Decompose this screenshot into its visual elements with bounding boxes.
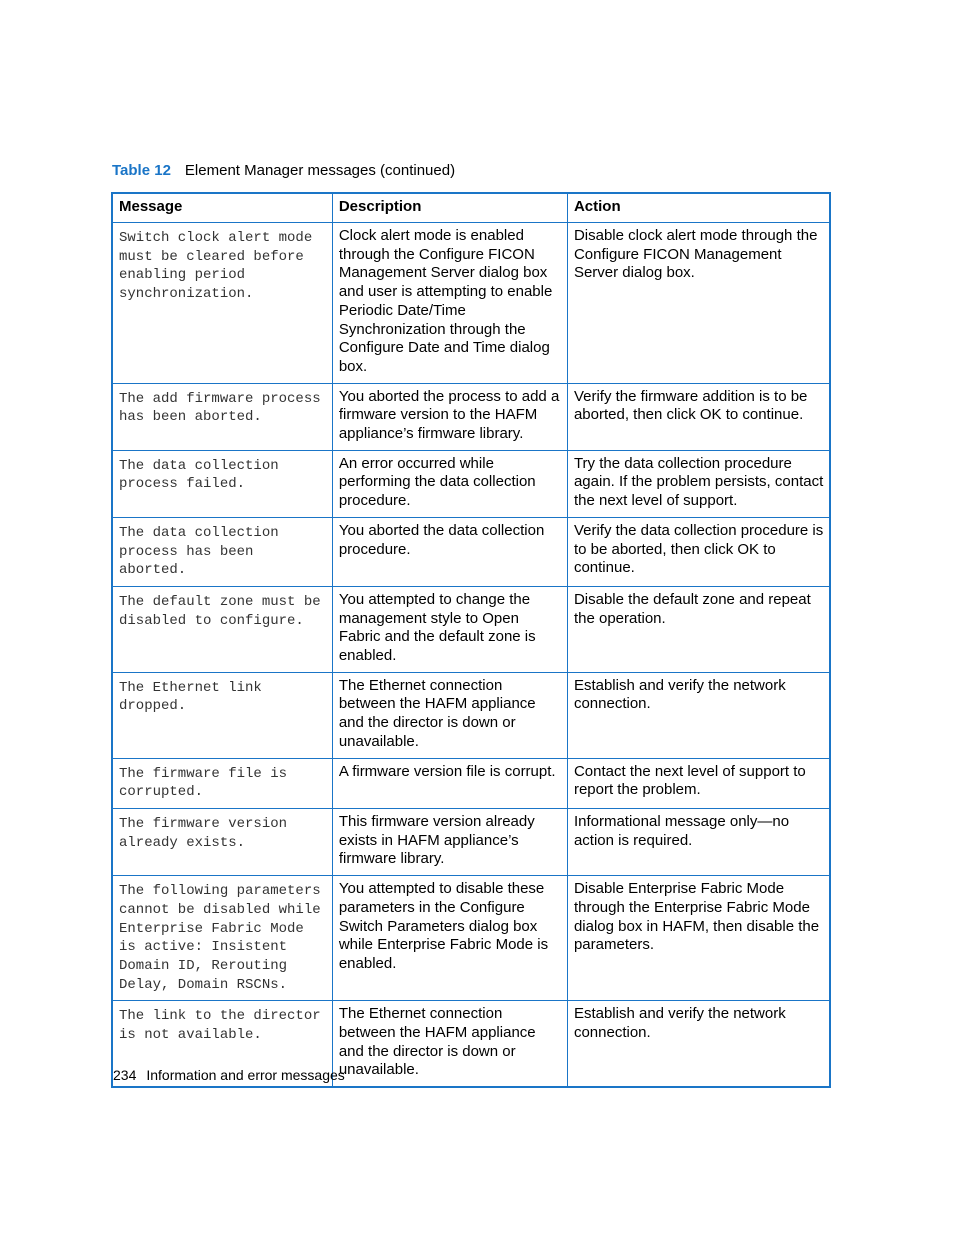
message-cell: The add firmware process has been aborted.: [112, 383, 332, 450]
page-footer: [113, 1067, 345, 1083]
table-row: [112, 758, 830, 808]
action-cell: Verify the data collection procedure is to be aborted, then click OK to continue.: [567, 517, 830, 586]
messages-table: [111, 192, 831, 1088]
message-cell: The default zone must be disabled to configure.: [112, 586, 332, 672]
description-cell: This firmware version already exists in HAFM appliance’s firmware library.: [332, 808, 567, 875]
table-row: [112, 383, 830, 450]
action-cell: Disable clock alert mode through the Configure FICON Management Server dialog box.: [567, 223, 830, 384]
table-row: [112, 876, 830, 1001]
description-cell: Clock alert mode is enabled through the Configure FICON Management Server dialog box and user is attempting to enable Periodic Date/Time Synchronization through the Configure Date and Time dialog box.: [332, 223, 567, 384]
action-cell: Disable the default zone and repeat the operation.: [567, 586, 830, 672]
action-cell: Contact the next level of support to report the problem.: [567, 758, 830, 808]
column-header-message: Message: [112, 193, 332, 223]
message-cell: The firmware version already exists.: [112, 808, 332, 875]
description-cell: An error occurred while performing the data collection procedure.: [332, 450, 567, 517]
description-cell: You aborted the process to add a firmware version to the HAFM appliance’s firmware library.: [332, 383, 567, 450]
table-row: [112, 672, 830, 758]
action-cell: Informational message only—no action is required.: [567, 808, 830, 875]
message-cell: The following parameters cannot be disabled while Enterprise Fabric Mode is active: Insistent Domain ID, Rerouting Delay, Domain RSCNs.: [112, 876, 332, 1001]
message-cell: Switch clock alert mode must be cleared before enabling period synchronization.: [112, 223, 332, 384]
column-header-description: Description: [332, 193, 567, 223]
action-cell: Try the data collection procedure again. If the problem persists, contact the next level of support.: [567, 450, 830, 517]
message-cell: The link to the director is not available.: [112, 1001, 332, 1087]
table-caption: [112, 162, 455, 179]
description-cell: You attempted to change the management style to Open Fabric and the default zone is enabled.: [332, 586, 567, 672]
action-cell: Disable Enterprise Fabric Mode through the Enterprise Fabric Mode dialog box in HAFM, then disable the parameters.: [567, 876, 830, 1001]
message-cell: The firmware file is corrupted.: [112, 758, 332, 808]
footer-section-title: Information and error messages: [146, 1067, 345, 1083]
message-cell: The data collection process failed.: [112, 450, 332, 517]
page-number: 234: [113, 1067, 137, 1083]
message-cell: The data collection process has been aborted.: [112, 517, 332, 586]
table-row: [112, 517, 830, 586]
description-cell: A firmware version file is corrupt.: [332, 758, 567, 808]
action-cell: Establish and verify the network connection.: [567, 1001, 830, 1087]
action-cell: Verify the firmware addition is to be aborted, then click OK to continue.: [567, 383, 830, 450]
table-row: [112, 808, 830, 875]
description-cell: The Ethernet connection between the HAFM appliance and the director is down or unavailable.: [332, 672, 567, 758]
table-row: [112, 450, 830, 517]
description-cell: You attempted to disable these parameters in the Configure Switch Parameters dialog box while Enterprise Fabric Mode is enabled.: [332, 876, 567, 1001]
table-header-row: [112, 193, 830, 223]
table-row: [112, 586, 830, 672]
message-cell: The Ethernet link dropped.: [112, 672, 332, 758]
table-row: [112, 223, 830, 384]
action-cell: Establish and verify the network connection.: [567, 672, 830, 758]
description-cell: The Ethernet connection between the HAFM appliance and the director is down or unavailable.: [332, 1001, 567, 1087]
table-number: Table 12: [112, 162, 171, 179]
table-title: Element Manager messages (continued): [184, 162, 456, 179]
column-header-action: Action: [567, 193, 830, 223]
description-cell: You aborted the data collection procedure.: [332, 517, 567, 586]
